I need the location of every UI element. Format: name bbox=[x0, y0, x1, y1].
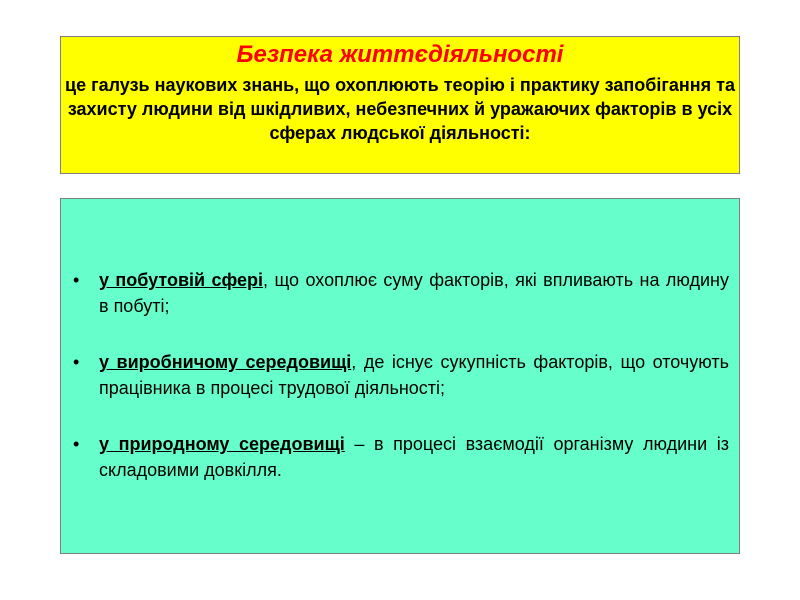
bullet-item-household bbox=[73, 267, 729, 319]
bullet-term: у виробничому середовищі bbox=[99, 352, 352, 372]
bullet-item-natural bbox=[73, 431, 729, 483]
title-heading: Безпека життєдіяльності bbox=[236, 41, 564, 68]
bullet-text: , що охоплює суму факторів, які впливають на людину в побуті; bbox=[99, 270, 729, 316]
bullet-list bbox=[73, 267, 729, 513]
bullet-term: у побутовій сфері bbox=[99, 270, 264, 290]
bullet-term: у природному середовищі bbox=[99, 434, 345, 454]
bullet-item-industrial bbox=[73, 349, 729, 401]
bullet-text: – в процесі взаємодії організму людини із складовими довкілля. bbox=[99, 434, 729, 480]
bullet-icon: • bbox=[73, 352, 80, 372]
title-box bbox=[60, 36, 740, 174]
content-box bbox=[60, 198, 740, 554]
bullet-text: , де існує сукупність факторів, що оточують працівника в процесі трудової діяльності; bbox=[99, 352, 729, 398]
title-definition: це галузь наукових знань, що охоплюють теорію і практику запобігання та захисту людини від шкідливих, небезпечних й уражаючих факторів в усіх сферах людської діяльності: bbox=[65, 75, 735, 143]
bullet-icon: • bbox=[73, 270, 80, 290]
bullet-icon: • bbox=[73, 434, 80, 454]
